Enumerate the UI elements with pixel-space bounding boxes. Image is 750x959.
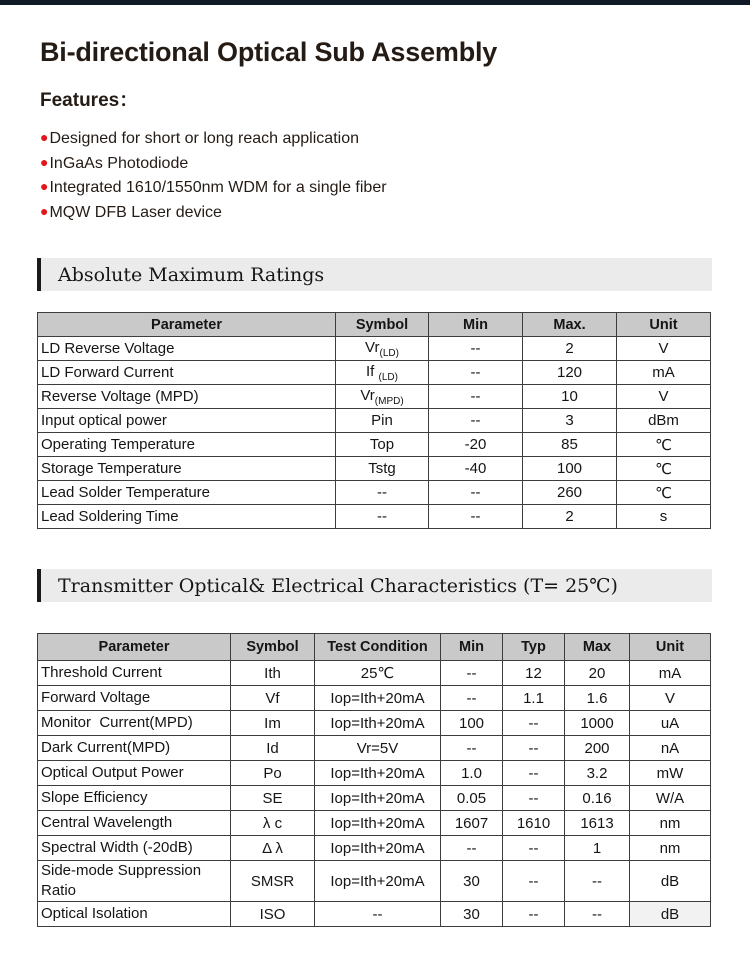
value-cell: -- [429,385,523,409]
value-cell: 1.6 [565,686,630,711]
value-cell: Vr=5V [315,736,441,761]
value-cell: 1613 [565,811,630,836]
features-heading: Features： [40,90,139,111]
param-cell: Input optical power [38,409,336,433]
value-cell: ℃ [617,457,711,481]
param-cell: Lead Solder Temperature [38,481,336,505]
column-header: Typ [503,634,565,661]
value-cell: -- [429,409,523,433]
column-header: Unit [630,634,711,661]
table-row [38,337,711,361]
symbol-subscript: (MPD) [374,395,404,407]
param-cell: Side-mode Suppression Ratio [38,861,231,902]
value-cell: -- [503,902,565,927]
value-cell: Po [231,761,315,786]
value-cell: mW [630,761,711,786]
value-cell: Iop=Ith+20mA [315,811,441,836]
column-header: Max [565,634,630,661]
param-cell: Threshold Current [38,661,231,686]
value-cell: 1000 [565,711,630,736]
value-cell: ℃ [617,481,711,505]
table-header-row [38,634,711,661]
value-cell: -- [441,686,503,711]
value-cell: nA [630,736,711,761]
table-row [38,711,711,736]
top-bar [0,0,750,5]
param-cell: Dark Current(MPD) [38,736,231,761]
value-cell: mA [617,361,711,385]
table-row [38,433,711,457]
value-cell: Top [336,433,429,457]
feature-item [40,151,712,176]
value-cell: 0.05 [441,786,503,811]
value-cell: ℃ [617,433,711,457]
value-cell: $Vr_{(LD)}$ [336,337,429,361]
value-cell: Δ λ [231,836,315,861]
param-cell: Operating Temperature [38,433,336,457]
table-absolute-maximum-ratings [37,312,711,529]
value-cell: -- [336,505,429,529]
value-cell: 260 [523,481,617,505]
table-row [38,761,711,786]
value-cell: dB [630,861,711,902]
value-cell: V [617,385,711,409]
value-cell: 20 [565,661,630,686]
section-header-absolute-maximum-ratings [37,258,712,291]
table-row [38,786,711,811]
column-header: Parameter [38,313,336,337]
document-body [0,37,750,927]
value-cell: uA [630,711,711,736]
value-cell: 100 [523,457,617,481]
value-cell: Iop=Ith+20mA [315,686,441,711]
param-cell: LD Forward Current [38,361,336,385]
value-cell: -- [503,786,565,811]
table-transmitter-characteristics [37,633,711,927]
value-cell: -- [503,861,565,902]
section-header-transmitter-characteristics [37,569,712,602]
table-row [38,505,711,529]
table-row [38,385,711,409]
table-row [38,481,711,505]
feature-text: Integrated 1610/1550nm WDM for a single fiber [49,179,387,196]
table-row [38,457,711,481]
symbol-subscript: (LD) [379,347,399,359]
value-cell: Tstg [336,457,429,481]
value-cell: Im [231,711,315,736]
value-cell: s [617,505,711,529]
value-cell: Iop=Ith+20mA [315,711,441,736]
table-row [38,811,711,836]
table-row [38,409,711,433]
value-cell: Ith [231,661,315,686]
param-cell: Reverse Voltage (MPD) [38,385,336,409]
table-row [38,361,711,385]
table-row [38,861,711,902]
param-cell: LD Reverse Voltage [38,337,336,361]
section-title: Absolute Maximum Ratings [58,263,325,286]
value-cell: 1.0 [441,761,503,786]
value-cell: 1607 [441,811,503,836]
column-header: Symbol [231,634,315,661]
value-cell: ISO [231,902,315,927]
column-header: Test Condition [315,634,441,661]
value-cell: 30 [441,902,503,927]
value-cell: 1610 [503,811,565,836]
value-cell: -- [429,481,523,505]
value-cell: -40 [429,457,523,481]
value-cell: -- [336,481,429,505]
value-cell: 200 [565,736,630,761]
table-row [38,836,711,861]
param-cell: Optical Isolation [38,902,231,927]
feature-item [40,126,712,151]
feature-item [40,175,712,200]
value-cell: -- [503,761,565,786]
table-row [38,902,711,927]
value-cell: -- [429,505,523,529]
section-title: Transmitter Optical& Electrical Characteristics (T= 25℃) [58,574,618,597]
value-cell: 25℃ [315,661,441,686]
bullet-icon: ● [40,202,49,219]
value-cell: -- [565,861,630,902]
value-cell: -- [441,661,503,686]
value-cell: 120 [523,361,617,385]
value-cell: -- [503,736,565,761]
column-header: Parameter [38,634,231,661]
value-cell: If $_{(LD)}$ [336,361,429,385]
value-cell: -- [315,902,441,927]
column-header: Symbol [336,313,429,337]
value-cell: 1.1 [503,686,565,711]
feature-text: Designed for short or long reach application [49,130,359,147]
param-cell: Spectral Width (-20dB) [38,836,231,861]
param-cell: Storage Temperature [38,457,336,481]
value-cell: 2 [523,505,617,529]
value-cell: Iop=Ith+20mA [315,786,441,811]
table-row [38,661,711,686]
value-cell: dB [630,902,711,927]
table-row [38,686,711,711]
table-header-row [38,313,711,337]
param-cell: Forward Voltage [38,686,231,711]
page-title: Bi-directional Optical Sub Assembly [40,37,498,67]
value-cell: 10 [523,385,617,409]
param-cell: Optical Output Power [38,761,231,786]
value-cell: V [630,686,711,711]
value-cell: dBm [617,409,711,433]
param-cell: Monitor Current(MPD) [38,711,231,736]
column-header: Min [429,313,523,337]
value-cell: SMSR [231,861,315,902]
value-cell: 2 [523,337,617,361]
value-cell: -- [503,836,565,861]
value-cell: Pin [336,409,429,433]
column-header: Min [441,634,503,661]
value-cell: Vf [231,686,315,711]
value-cell: Iop=Ith+20mA [315,861,441,902]
value-cell: SE [231,786,315,811]
value-cell: -- [503,711,565,736]
table-row [38,736,711,761]
value-cell: 3.2 [565,761,630,786]
value-cell: nm [630,811,711,836]
value-cell: mA [630,661,711,686]
value-cell: -20 [429,433,523,457]
value-cell: V [617,337,711,361]
value-cell: 30 [441,861,503,902]
value-cell: λ c [231,811,315,836]
bullet-icon: ● [40,129,49,145]
value-cell: 1 [565,836,630,861]
value-cell: W/A [630,786,711,811]
column-header: Unit [617,313,711,337]
value-cell: 100 [441,711,503,736]
value-cell: 12 [503,661,565,686]
symbol-subscript: (LD) [378,371,398,383]
param-cell: Lead Soldering Time [38,505,336,529]
param-cell: Slope Efficiency [38,786,231,811]
bullet-icon: ● [40,153,49,170]
value-cell: 85 [523,433,617,457]
bullet-icon: ● [40,178,49,194]
value-cell: -- [441,836,503,861]
value-cell: 3 [523,409,617,433]
value-cell: -- [429,361,523,385]
value-cell: Id [231,736,315,761]
value-cell: 0.16 [565,786,630,811]
value-cell: nm [630,836,711,861]
value-cell: -- [441,736,503,761]
column-header: Max. [523,313,617,337]
value-cell: -- [429,337,523,361]
value-cell: $Vr_{(MPD)}$ [336,385,429,409]
features-list [40,126,712,224]
value-cell: Iop=Ith+20mA [315,761,441,786]
feature-text: InGaAs Photodiode [49,154,189,172]
param-cell: Central Wavelength [38,811,231,836]
value-cell: -- [565,902,630,927]
feature-item [40,200,712,225]
value-cell: Iop=Ith+20mA [315,836,441,861]
feature-text: MQW DFB Laser device [49,203,222,221]
